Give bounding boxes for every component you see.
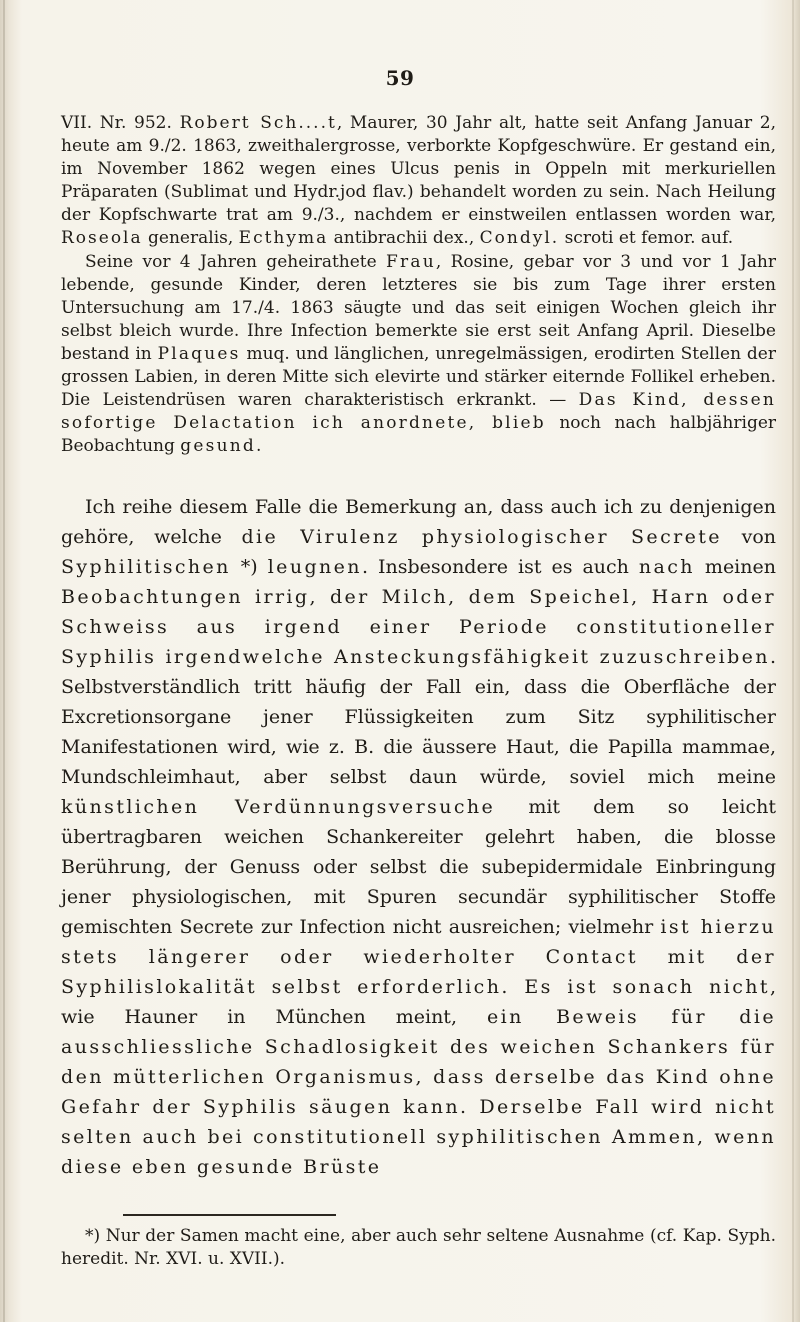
case-text: antibrachii dex., (328, 228, 480, 249)
case-id: VII. Nr. 952. (61, 113, 180, 133)
term-roseola: Roseola (61, 228, 143, 249)
case-text: . (255, 436, 262, 457)
discussion-text: . Insbesondere ist es auch (361, 556, 639, 579)
case-text: Seine vor 4 Jahren geheirathete (85, 251, 387, 272)
term-gesund: gesund (180, 436, 256, 457)
page-binding-edge-right (792, 0, 794, 1322)
discussion-text: mit dem so leicht übertragbaren weichen Schankereiter gelehrt haben, die blosse Berührung, der Genuss oder selbst die subepidermidale Einbringung jener physiologischen, mit Spuren secundär syphilitischer Stoffe gemischten Secrete zur Infection nicht ausreichen; vielmehr (61, 796, 776, 939)
emphasis-nach: nach (638, 556, 695, 579)
case-text: muq. und länglichen, unregelmässigen, erodirten Stellen der grossen Labien, in deren Mitte sich elevirte und stärker eiternde Follikel erheben. Die Leistendrüsen waren charakteristisch erkrankt. — (61, 343, 776, 411)
case-text: , Maurer, 30 Jahr alt, hatte seit Anfang Januar 2, heute am 9./2. 1863, zweithalergrosse, verborkte Kopfgeschwüre. Er gestand ein, im November 1862 wegen eines Ulcus penis in Oppeln mit merkuriellen Präparaten (Sublimat und Hydr.jod flav.) behandelt worden zu sein. Nach Heilung der Kopfschwarte trat am 9./3., nachdem er einstweilen entlassen worden war, (61, 113, 776, 226)
emphasis-beobachtungen: Beobachtungen irrig, der Milch, dem Speichel, Harn oder Schweiss aus irgend einer Periode constitutioneller Syphilis irgendwelche Ansteckungsfähigkeit zuzuschreiben (61, 586, 776, 669)
patient-name: Robert Sch....t (179, 113, 337, 133)
discussion-text: , wie Hauner in München meint, (61, 976, 776, 1029)
discussion-text: meinen (694, 556, 776, 579)
page-number: 59 (385, 66, 415, 90)
discussion-text: . Selbstverständlich tritt häufig der Fall ein, dass die Oberfläche der Excretionsorgane jener Flüssigkeiten zum Sitz syphilitischer Manifestationen wird, wie z. B. die äussere Haut, die Papilla mammae, Mundschleimhaut, aber selbst daun würde, soviel mich meine (61, 646, 776, 789)
page-binding-edge-left (3, 0, 5, 1322)
emphasis-child-outcome: Das Kind, dessen sofortige Delactation ich anordnete, blieb (61, 390, 776, 434)
emphasis-kuenstlichen: künstlichen Verdünnungsversuche (61, 796, 496, 819)
term-condyl: Condyl. (479, 228, 560, 249)
term-plaques: Plaques (157, 343, 241, 364)
emphasis-beweis: ein Beweis für die ausschliessliche Schadlosigkeit des weichen Schankers für den mütterlichen Organismus, dass derselbe das Kind ohne Gefahr der Syphilis säugen kann. Derselbe Fall wird nicht selten auch bei constitutionell syphilitischen Ammen, wenn diese eben gesunde Brüste (61, 1006, 776, 1179)
case-text: noch nach halbjähriger Beobachtung (61, 413, 777, 457)
footnote-divider (123, 1214, 336, 1216)
term-frau: Frau (386, 251, 436, 272)
emphasis-virulenz: die Virulenz physiologischer Secrete (241, 526, 722, 549)
case-text: generalis, (142, 228, 239, 249)
case-text: scroti et femor. auf. (559, 228, 734, 249)
footnote-marker: *) (230, 556, 268, 579)
case-text: , Rosine, gebar vor 3 und vor 1 Jahr lebende, gesunde Kinder, deren letzteres sie bis zum Tage ihrer ersten Untersuchung am 17./4. 1863 säugte und das seit einigen Wochen gleich ihr selbst bleich wurde. Ihre Infection bemerkte sie erst seit Anfang April. Dieselbe bestand in (61, 251, 776, 364)
case-report-paragraph (61, 112, 776, 251)
discussion-text: Ich reihe diesem Falle die Bemerkung an, dass auch ich zu denjenigen gehöre, welche (61, 496, 776, 549)
emphasis-syphilitischen: Syphilitischen (61, 556, 231, 579)
page-body (61, 112, 776, 1182)
emphasis-leugnen: leugnen (267, 556, 362, 579)
term-ecthyma: Ecthyma (238, 228, 329, 249)
emphasis-contact: ist hierzu stets längerer oder wiederholter Contact mit der Syphilislokalität selbst erforderlich. Es ist sonach nicht (61, 916, 776, 999)
discussion-paragraph (61, 492, 776, 1182)
paragraph-spacer (61, 458, 776, 492)
case-report-paragraph-wife (61, 251, 776, 459)
discussion-text: von (721, 526, 776, 549)
footnote: *) Nur der Samen macht eine, aber auch sehr seltene Ausnahme (cf. Kap. Syph. heredit. Nr. XVI. u. XVII.). (61, 1226, 776, 1269)
